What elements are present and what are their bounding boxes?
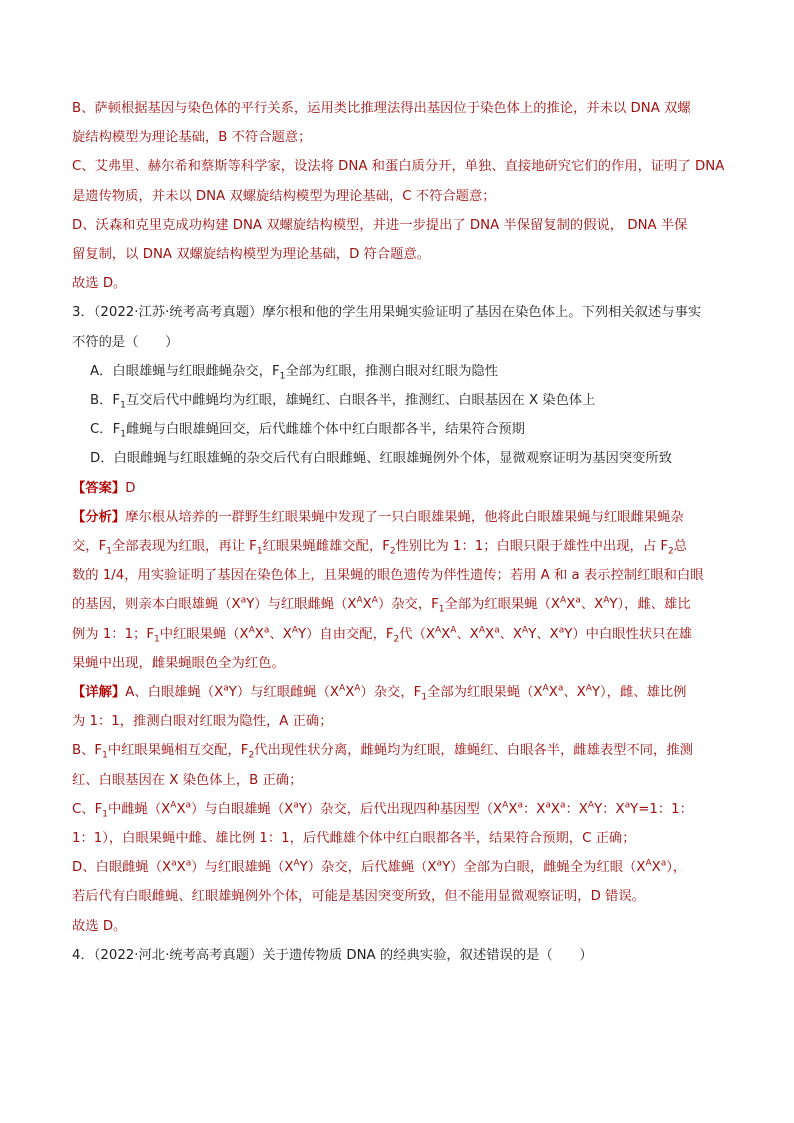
question-3: [72, 298, 727, 473]
option-a: A．白眼雄蝇与红眼雌蝇杂交，$F_1$全部为红眼，推测白眼对红眼为隐性: [90, 363, 499, 382]
text-line: D、白眼雌蝇$(X^aX^a)$与红眼雄蝇$(X^AY)$杂交，后代雄蝇$(X^aY)$全部为白眼，雌蝇全为红眼$(X^AX^a)$，: [72, 858, 687, 876]
text-line: 果蝇中出现，雌果蝇眼色全为红色。: [72, 655, 285, 671]
answer-line: 【答案】D: [72, 480, 136, 496]
text-line: 旋结构模型为理论基础，B 不符合题意；: [72, 130, 312, 146]
question-stem: 3．（2022·江苏·统考高考真题）摩尔根和他的学生用果蝇实验证明了基因在染色体上。下列相关叙述与事实: [72, 305, 702, 321]
text-line: 红、白眼基因在 X 染色体上，B 正确；: [72, 772, 303, 788]
text-line: 的基因，则亲本白眼雄蝇$(X^aY)$与红眼雌蝇$(X^AX^A)$杂交，$F_1$全部为红眼果蝇（$X^AX^a$、$X^AY$），雌、雄比: [72, 596, 691, 616]
previous-explanation: [72, 94, 727, 298]
text-line: D、沃森和克里克成功构建 DNA 双螺旋结构模型，并进一步提出了 DNA 半保留复制的假说， DNA 半保: [72, 217, 688, 233]
text-line: 【详解】A、白眼雄蝇$(X^aY)$与红眼雌蝇$(X^AX^A)$杂交，$F_1$全部为红眼果蝇（$X^AX^a$、$X^AY$），雌、雄比例: [72, 683, 687, 703]
text-line: 故选 D。: [72, 276, 127, 292]
document-page: [72, 94, 727, 970]
text-line: 交，$F_1$全部表现为红眼，再让 $F_1$红眼果蝇雌雄交配，$F_2$性别比为 1：1；白眼只限于雄性中出现，占 $F_2$总: [72, 539, 688, 557]
text-line: 数的 1/4，用实验证明了基因在染色体上，且果蝇的眼色遗传为伴性遗传；若用 A 和 a 表示控制红眼和白眼: [72, 568, 704, 584]
option-d: D．白眼雌蝇与红眼雄蝇的杂交后代有白眼雌蝇、红眼雄蝇例外个体，显微观察证明为基因突变所致: [90, 451, 673, 467]
text-line: 是遗传物质，并未以 DNA 双螺旋结构模型为理论基础，C 不符合题意；: [72, 188, 496, 204]
text-line: 例为 1：1；$F_1$中红眼果蝇（$X^AX^a$、$X^AY$）自由交配，$F_2$代（$X^AX^A$、$X^AX^a$、$X^AY$、$X^aY$）中白眼性状只在雄: [72, 625, 693, 645]
question-stem: 不符的是（ ）: [72, 334, 179, 350]
option-c: C．$F_1$雌蝇与白眼雄蝇回交，后代雌雄个体中红白眼都各半，结果符合预期: [90, 422, 525, 440]
question-4-stem: 4．（2022·河北·统考高考真题）关于遗传物质 DNA 的经典实验，叙述错误的是（ ）: [72, 947, 593, 963]
option-b: B．$F_1$互交后代中雌蝇均为红眼，雄蝇红、白眼各半，推测红、白眼基因在 X 染色体上: [90, 393, 596, 411]
text-line: 故选 D。: [72, 918, 127, 934]
text-line: 【分析】摩尔根从培养的一群野生红眼果蝇中发现了一只白眼雄果蝇，他将此白眼雄果蝇与红眼雌果蝇杂: [72, 509, 684, 525]
text-line: 若后代有白眼雌蝇、红眼雄蝇例外个体，可能是基因突变所致，但不能用显微观察证明，D 错误。: [72, 889, 645, 905]
text-line: B、$F_1$中红眼果蝇相互交配，$F_2$代出现性状分离，雌蝇均为红眼，雄蝇红、白眼各半，雌雄表型不同，推测: [72, 743, 693, 762]
analysis-block: [72, 503, 727, 678]
text-line: C、艾弗里、赫尔希和蔡斯等科学家，设法将 DNA 和蛋白质分开，单独、直接地研究它们的作用，证明了 DNA: [72, 159, 725, 175]
text-line: B、萨顿根据基因与染色体的平行关系，运用类比推理法得出基因位于染色体上的推论，并未以 DNA 双螺: [72, 101, 691, 116]
text-line: 留复制，以 DNA 双螺旋结构模型为理论基础，D 符合题意。: [72, 247, 431, 263]
text-line: 1：1），白眼果蝇中雌、雄比例 1：1，后代雌雄个体中红白眼都各半，结果符合预期，C 正确；: [72, 831, 636, 847]
text-line: 为 1：1，推测白眼对红眼为隐性，A 正确；: [72, 714, 333, 730]
detail-block: [72, 678, 727, 941]
text-line: C、$F_1$中雌蝇$(X^AX^a)$与白眼雄蝇$(X^aY)$杂交，后代出现四种基因型（$X^AX^a$：$X^aX^a$：$X^AY$：$X^aY=1$：1：: [72, 800, 693, 820]
